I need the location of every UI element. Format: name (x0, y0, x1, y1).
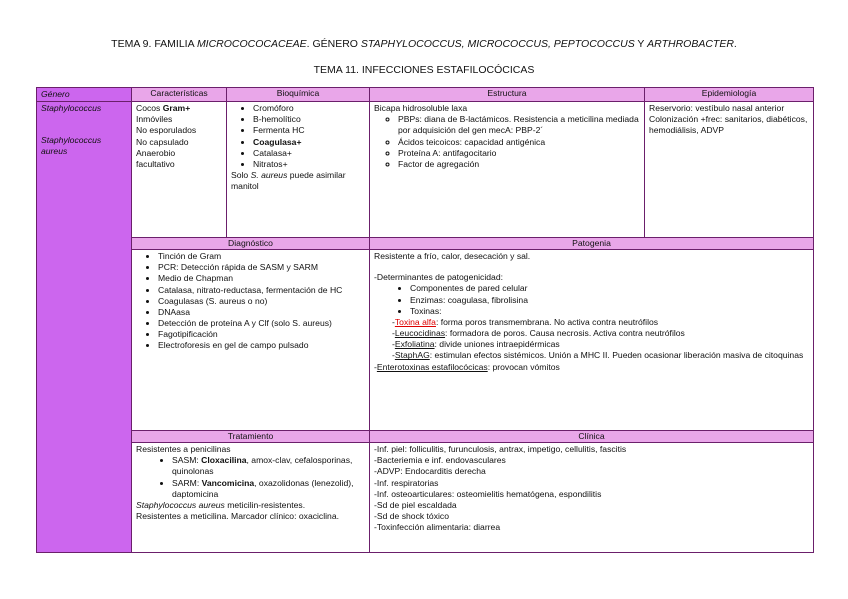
char-line: No capsulado (136, 136, 189, 147)
title-family: MICROCOCOCACEAE (196, 38, 307, 50)
trat-sasm-drug: Cloxacilina (201, 455, 247, 466)
pat-line: -Determinantes de patogenicidad: (374, 272, 503, 283)
epi-line: Reservorio: vestíbulo nasal anterior (649, 103, 785, 113)
diag-item: • PCR: Detección rápida de SASM y SARM (158, 262, 365, 273)
genus-cell (37, 102, 132, 553)
bioq-item: • B-hemolítico (253, 114, 365, 125)
diag-item: • Detección de proteína A y Clf (solo S. aureus) (158, 318, 365, 329)
toxin-leucocidinas-text: : formadora de poros. Causa necrosis. Activa contra neutrófilos (445, 328, 685, 339)
trat-sarm-c: , oxazolidonas (lenezolid), daptomicina (172, 477, 354, 499)
char-line: No esporulados (136, 125, 197, 136)
estructura-item: ◦ Ácidos teicoicos: capacidad antigénica (398, 137, 640, 148)
header-genero: Género (37, 88, 132, 102)
summary-table (36, 87, 814, 553)
bioq-item-coagulasa: Coagulasa+ (253, 136, 302, 147)
species-name: aureus (41, 146, 68, 157)
title-mid: . GÉNERO (306, 38, 361, 50)
toxin-staphag: StaphAG (394, 350, 430, 361)
diag-item: • Coagulasas (S. aureus o no) (158, 296, 365, 307)
epi-line: Colonización +frec: sanitarios, diabéticos, hemodiálisis, ADVP (649, 114, 808, 136)
bioq-note-a: Solo (231, 170, 251, 181)
header-patogenia: Patogenia (370, 238, 814, 250)
estructura-cell (370, 102, 645, 238)
toxin-alfa-text: : forma poros transmembrana. No activa contra neutrófilos (435, 316, 659, 327)
genus-name: Staphylococcus (41, 103, 102, 113)
trat-sarm (172, 478, 365, 500)
clin-item: -Sd de shock tóxico (374, 511, 449, 522)
enterotoxinas: Enterotoxinas estafilocócicas (376, 361, 488, 372)
trat-species-text: meticilin-resistentes. (224, 499, 306, 510)
title-prefix: TEMA 9. FAMILIA (111, 38, 197, 50)
enterotoxinas-text: : provocan vómitos (487, 361, 560, 372)
bioq-item: • Cromóforo (253, 103, 365, 114)
diag-item: • DNAasa (158, 307, 365, 318)
diag-item: • Electroforesis en gel de campo pulsado (158, 340, 365, 351)
trat-sasm-a: SASM: (172, 455, 202, 466)
pat-sub: • Componentes de pared celular (410, 283, 809, 294)
bioq-item: • Nitratos+ (253, 159, 365, 170)
bioq-note-c: puede asimilar manitol (231, 170, 346, 192)
clin-item: -Sd de piel escaldada (374, 499, 457, 510)
patogenia-cell: Resistente a frío, calor, desecación y sal. -Determinantes de patogenicidad: • Componentes de pared celular • Enzimas: coagulasa, fibrolisina • Toxinas: -Toxina alfa: forma poros transmembrana. No activa contra neutrófilos -Leucocidinas: formadora de poros. Causa necrosis. Activa contra neutrófilos -Exfoliatina: divide uniones intraepidérmicas -StaphAG: estimulan efectos sistémicos. Unión a MHC II. Pueden ocasionar liberación masiva de citoquinas -Enterotoxinas estafilocócicas: provocan vómitos (370, 250, 814, 431)
bioq-item: • Catalasa+ (253, 148, 365, 159)
clin-item: -Inf. respiratorias (374, 477, 439, 488)
title-last: ARTHROBACTER (647, 38, 734, 50)
trat-sasm (172, 455, 365, 477)
diag-item: • Tinción de Gram (158, 251, 365, 262)
char-line: facultativo (136, 158, 175, 169)
title-y: Y (634, 38, 648, 50)
pat-sub: • Enzimas: coagulasa, fibrolisina (410, 295, 809, 306)
title-end: . (733, 38, 737, 50)
trat-sarm-drug: Vancomicina (201, 477, 255, 488)
char-line: Cocos (136, 103, 163, 113)
header-caracteristicas: Características (132, 88, 227, 102)
document-title (0, 38, 848, 50)
bioq-item: • Fermenta HC (253, 125, 365, 136)
pat-line: Resistente a frío, calor, desecación y sal. (374, 251, 531, 261)
caracteristicas-cell (132, 102, 227, 238)
bioq-note (231, 170, 365, 192)
tratamiento-cell (132, 443, 370, 553)
header-tratamiento: Tratamiento (132, 431, 370, 443)
char-line: Inmóviles (136, 114, 173, 125)
title-genera: STAPHYLOCOCCUS, MICROCOCCUS, PEPTOCOCCUS (360, 38, 635, 50)
estructura-item: ◦ PBPs: diana de B-lactámicos. Resistencia a meticilina mediada por adquisición del gen mecA: PBP-2´ (398, 114, 640, 136)
toxin-leucocidinas: Leucocidinas (394, 328, 446, 339)
trat-line: Resistentes a penicilinas (136, 444, 231, 454)
toxin-exfoliatina-text: : divide uniones intraepidérmicas (434, 339, 560, 350)
trat-sasm-c: , amox-clav, cefalosporinas, quinolonas (172, 455, 353, 477)
estructura-item: ◦ Proteína A: antifagocitario (398, 148, 640, 159)
toxin-alfa: Toxina alfa (394, 316, 436, 327)
trat-species: Staphylococcus aureus (136, 499, 225, 510)
clinica-cell (370, 443, 814, 553)
clin-item: -Inf. piel: folliculitis, furunculosis, antrax, impetigo, cellulitis, fascitis (374, 444, 627, 454)
header-clinica: Clínica (370, 431, 814, 443)
clin-item: -Inf. osteoarticulares: osteomielitis hematógena, espondilitis (374, 488, 602, 499)
species-genus: Staphylococcus (41, 135, 102, 146)
diag-item: • Catalasa, nitrato-reductasa, fermentación de HC (158, 285, 365, 296)
header-estructura: Estructura (370, 88, 645, 102)
clin-item: -Toxinfección alimentaria: diarrea (374, 522, 501, 533)
bioquimica-cell (227, 102, 370, 238)
pat-sub: • Toxinas: (410, 306, 809, 317)
bioq-note-b: S. aureus (250, 170, 288, 181)
header-epidemiologia: Epidemiología (645, 88, 814, 102)
clin-item: -ADVP: Endocarditis derecha (374, 466, 486, 477)
diag-item: • Medio de Chapman (158, 273, 365, 284)
header-bioquimica: Bioquímica (227, 88, 370, 102)
header-diagnostico: Diagnóstico (132, 238, 370, 250)
epidemiologia-cell (645, 102, 814, 238)
estructura-item: ◦ Factor de agregación (398, 159, 640, 170)
char-line: Anaerobio (136, 147, 176, 158)
diagnostico-cell (132, 250, 370, 431)
estructura-intro: Bicapa hidrosoluble laxa (374, 103, 468, 113)
document-subtitle: TEMA 11. INFECCIONES ESTAFILOCÓCICAS (313, 64, 535, 76)
diag-item: • Fagotipificación (158, 329, 365, 340)
toxin-staphag-text: : estimulan efectos sistémicos. Unión a MHC II. Pueden ocasionar liberación masiva de citoquinas (429, 350, 804, 361)
clin-item: -Bacteriemia e inf. endovasculares (374, 455, 506, 466)
char-gram: Gram+ (162, 103, 191, 113)
trat-line: Resistentes a meticilina. Marcador clínico: oxaciclina. (136, 511, 339, 522)
trat-sarm-a: SARM: (172, 477, 202, 488)
toxin-exfoliatina: Exfoliatina (394, 339, 435, 350)
